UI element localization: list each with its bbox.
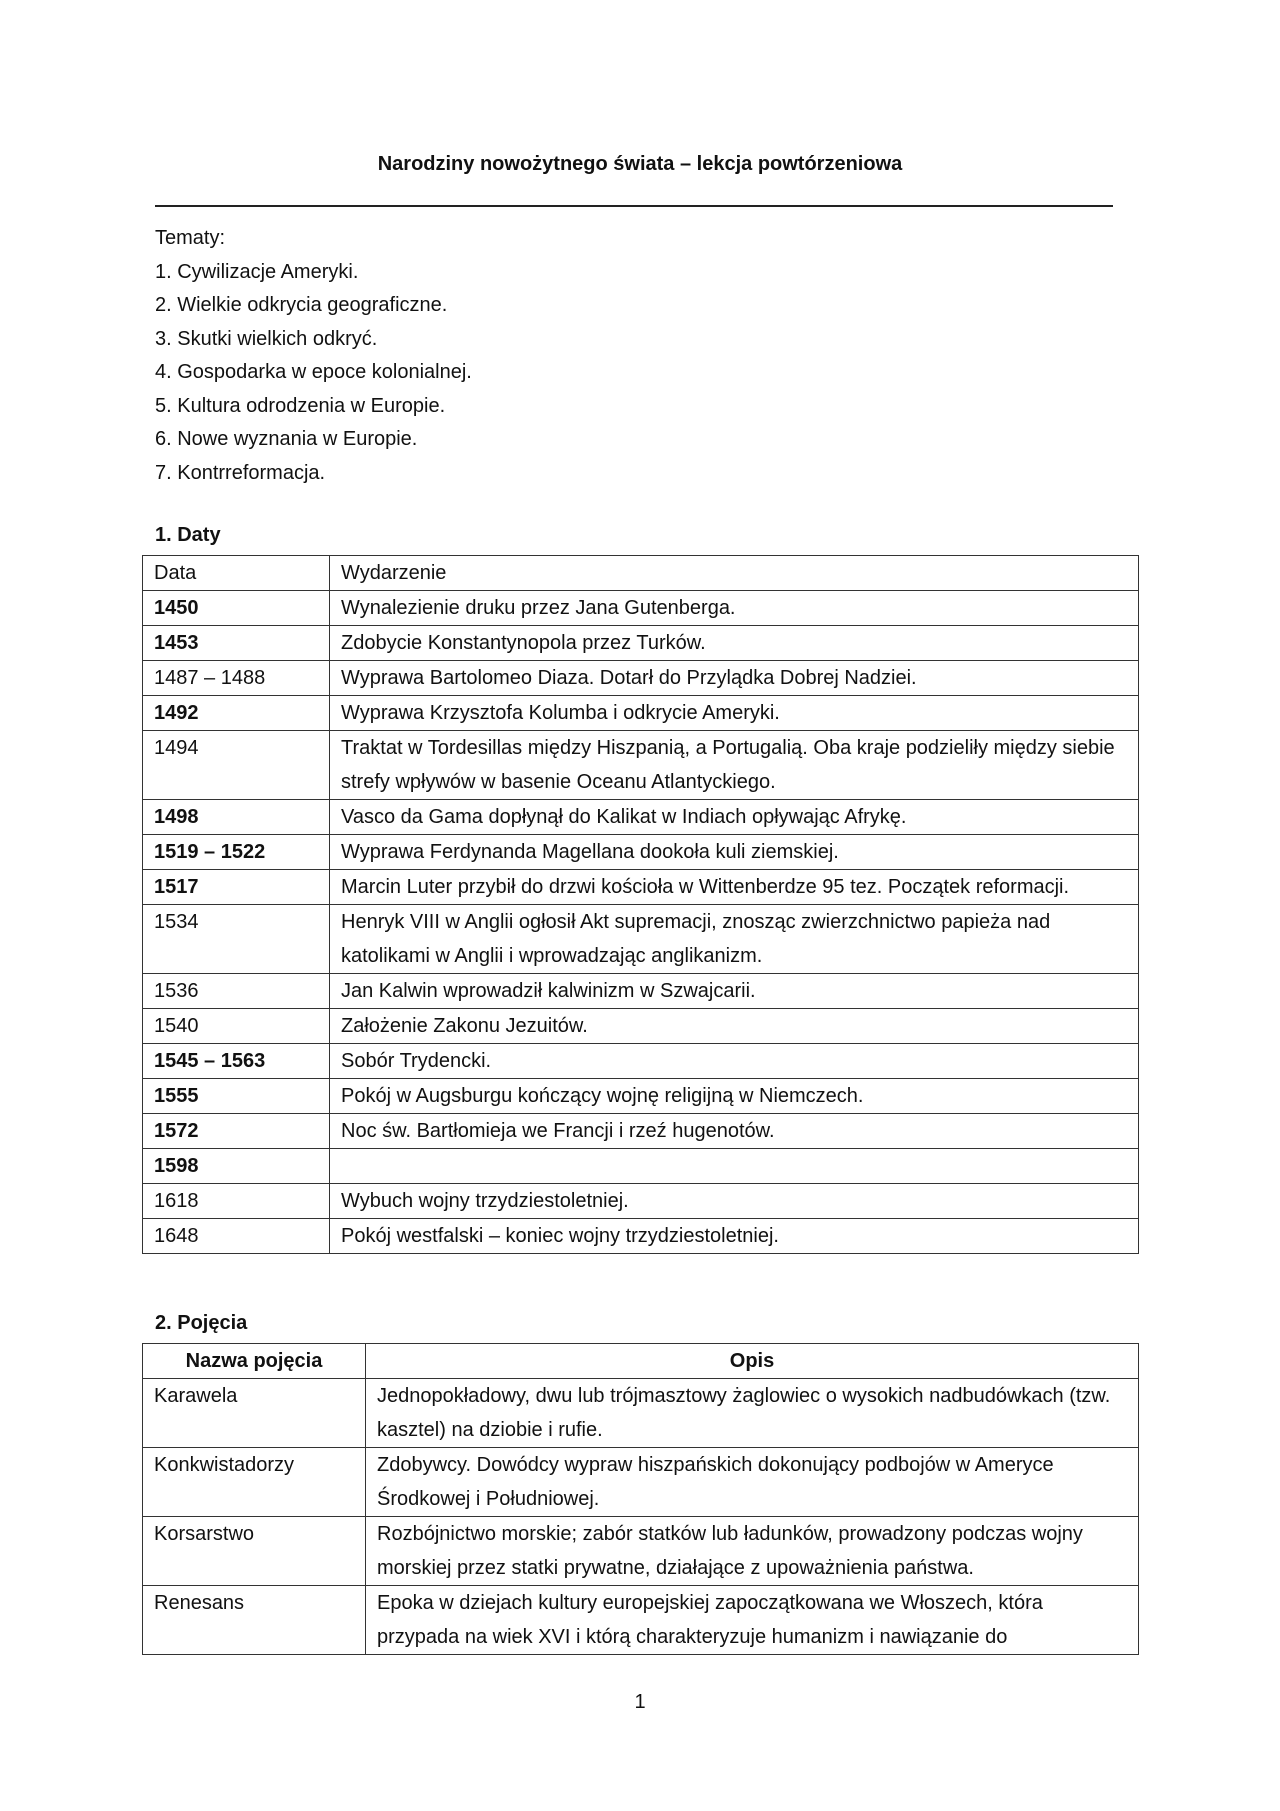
topic-item: 3. Skutki wielkich odkryć.: [155, 327, 378, 350]
event-cell: Zdobycie Konstantynopola przez Turków.: [330, 626, 1139, 661]
description-cell: Rozbójnictwo morskie; zabór statków lub ładunków, prowadzony podczas wojny morskiej przez statki prywatne, działające z upoważnienia państwa.: [366, 1517, 1139, 1586]
date-cell: 1517: [143, 870, 330, 905]
event-cell: Noc św. Bartłomieja we Francji i rzeź hugenotów.: [330, 1114, 1139, 1149]
date-cell: 1540: [143, 1009, 330, 1044]
table-row: [143, 1586, 1139, 1655]
description-cell: Epoka w dziejach kultury europejskiej zapoczątkowana we Włoszech, która przypada na wiek XVI i którą charakteryzuje humanizm i nawiązanie do: [366, 1586, 1139, 1655]
table-header-row: [143, 1344, 1139, 1379]
section-heading-dates: 1. Daty: [155, 524, 221, 546]
page-number: 1: [634, 1691, 646, 1713]
table-row: [143, 1219, 1139, 1254]
description-cell: Jednopokładowy, dwu lub trójmasztowy żaglowiec o wysokich nadbudówkach (tzw. kasztel) na dziobie i rufie.: [366, 1379, 1139, 1448]
title-underline: [155, 205, 1113, 207]
event-cell: Marcin Luter przybił do drzwi kościoła w Wittenberdze 95 tez. Początek reformacji.: [330, 870, 1139, 905]
event-cell: Traktat w Tordesillas między Hiszpanią, a Portugalią. Oba kraje podzieliły między siebie strefy wpływów w basenie Oceanu Atlantyckiego.: [330, 731, 1139, 800]
table-row: [143, 626, 1139, 661]
event-cell: Wynalezienie druku przez Jana Gutenberga.: [330, 591, 1139, 626]
column-header-event: Wydarzenie: [330, 556, 1139, 591]
table-row: [143, 1009, 1139, 1044]
date-cell: 1494: [143, 731, 330, 800]
table-row: [143, 1517, 1139, 1586]
column-header-term: Nazwa pojęcia: [143, 1344, 366, 1379]
terms-table: [142, 1343, 1139, 1655]
event-cell: Wyprawa Krzysztofa Kolumba i odkrycie Ameryki.: [330, 696, 1139, 731]
date-cell: 1572: [143, 1114, 330, 1149]
topics-label: Tematy:: [155, 227, 226, 249]
table-row: [143, 1079, 1139, 1114]
event-cell: Wyprawa Bartolomeo Diaza. Dotarł do Przylądka Dobrej Nadziei.: [330, 661, 1139, 696]
table-row: [143, 870, 1139, 905]
topic-item: 1. Cywilizacje Ameryki.: [155, 260, 359, 283]
topic-item: 7. Kontrreformacja.: [155, 461, 326, 484]
date-cell: 1492: [143, 696, 330, 731]
term-cell: Karawela: [143, 1379, 366, 1448]
term-cell: Konkwistadorzy: [143, 1448, 366, 1517]
column-header-date: Data: [143, 556, 330, 591]
event-cell: Jan Kalwin wprowadził kalwinizm w Szwajcarii.: [330, 974, 1139, 1009]
table-row: [143, 731, 1139, 800]
date-cell: 1487 – 1488: [143, 661, 330, 696]
section-heading-terms: 2. Pojęcia: [155, 1312, 248, 1334]
date-cell: 1450: [143, 591, 330, 626]
date-cell: 1453: [143, 626, 330, 661]
event-cell: Wyprawa Ferdynanda Magellana dookoła kuli ziemskiej.: [330, 835, 1139, 870]
description-cell: Zdobywcy. Dowódcy wypraw hiszpańskich dokonujący podbojów w Ameryce Środkowej i Południowej.: [366, 1448, 1139, 1517]
table-row: [143, 1149, 1139, 1184]
event-cell: [330, 1149, 1139, 1184]
event-cell: Sobór Trydencki.: [330, 1044, 1139, 1079]
table-row: [143, 696, 1139, 731]
event-cell: Pokój w Augsburgu kończący wojnę religijną w Niemczech.: [330, 1079, 1139, 1114]
table-row: [143, 591, 1139, 626]
table-row: [143, 661, 1139, 696]
date-cell: 1618: [143, 1184, 330, 1219]
table-row: [143, 1379, 1139, 1448]
topic-item: 6. Nowe wyznania w Europie.: [155, 428, 418, 450]
event-cell: Henryk VIII w Anglii ogłosił Akt supremacji, znosząc zwierzchnictwo papieża nad katolikami w Anglii i wprowadzając anglikanizm.: [330, 905, 1139, 974]
document-title: Narodziny nowożytnego świata – lekcja powtórzeniowa: [377, 153, 903, 175]
table-row: [143, 1044, 1139, 1079]
event-cell: Vasco da Gama dopłynął do Kalikat w Indiach opływając Afrykę.: [330, 800, 1139, 835]
table-header-row: [143, 556, 1139, 591]
topic-item: 5. Kultura odrodzenia w Europie.: [155, 394, 446, 417]
table-row: [143, 905, 1139, 974]
date-cell: 1598: [143, 1149, 330, 1184]
date-cell: 1648: [143, 1219, 330, 1254]
event-cell: Pokój westfalski – koniec wojny trzydziestoletniej.: [330, 1219, 1139, 1254]
dates-table: [142, 555, 1139, 1254]
topics-list: [155, 222, 472, 490]
table-row: [143, 974, 1139, 1009]
date-cell: 1534: [143, 905, 330, 974]
table-row: [143, 835, 1139, 870]
topic-item: 4. Gospodarka w epoce kolonialnej.: [155, 361, 472, 383]
table-row: [143, 1114, 1139, 1149]
table-row: [143, 1184, 1139, 1219]
term-cell: Renesans: [143, 1586, 366, 1655]
topic-item: 2. Wielkie odkrycia geograficzne.: [155, 294, 448, 316]
date-cell: 1498: [143, 800, 330, 835]
event-cell: Założenie Zakonu Jezuitów.: [330, 1009, 1139, 1044]
date-cell: 1545 – 1563: [143, 1044, 330, 1079]
table-row: [143, 800, 1139, 835]
table-row: [143, 1448, 1139, 1517]
date-cell: 1519 – 1522: [143, 835, 330, 870]
date-cell: 1536: [143, 974, 330, 1009]
term-cell: Korsarstwo: [143, 1517, 366, 1586]
date-cell: 1555: [143, 1079, 330, 1114]
column-header-description: Opis: [366, 1344, 1139, 1379]
event-cell: Wybuch wojny trzydziestoletniej.: [330, 1184, 1139, 1219]
